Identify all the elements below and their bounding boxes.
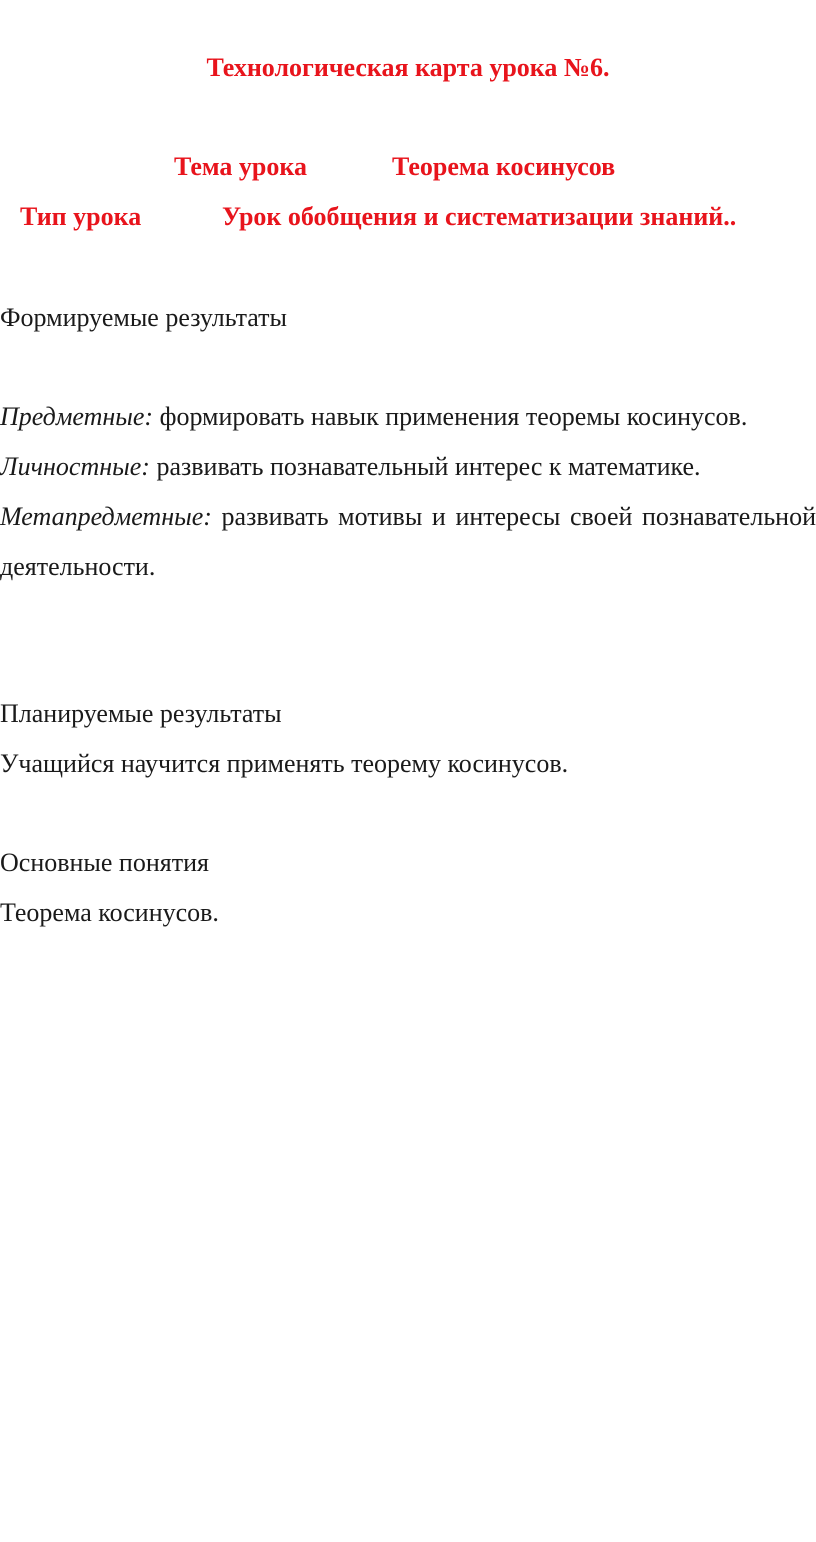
lesson-type-label: Тип урока — [20, 202, 142, 231]
page-title: Технологическая карта урока №6. — [206, 53, 610, 82]
key-concepts-text: Теорема косинусов. — [0, 898, 219, 927]
lesson-type-row — [0, 199, 816, 235]
subject-results-text: формировать навык применения теоремы косинусов. — [159, 402, 748, 431]
planned-results-heading: Планируемые результаты — [0, 699, 282, 728]
subject-results — [0, 392, 816, 442]
metasubject-results — [0, 492, 816, 592]
lesson-topic-row — [0, 149, 816, 185]
personal-results-label: Личностные: — [0, 452, 150, 481]
lesson-type-value: Урок обобщения и систематизации знаний.. — [222, 202, 737, 231]
lesson-topic-label: Тема урока — [174, 152, 307, 181]
personal-results-text: развивать познавательный интерес к математике. — [156, 452, 701, 481]
formed-results-block — [0, 392, 816, 592]
planned-results-text: Учащийся научится применять теорему косинусов. — [0, 749, 569, 778]
personal-results — [0, 442, 816, 492]
metasubject-results-label: Метапредметные: — [0, 502, 212, 531]
subject-results-label: Предметные: — [0, 402, 154, 431]
formed-results-heading: Формируемые результаты — [0, 303, 287, 332]
lesson-topic-value: Теорема косинусов — [392, 152, 616, 181]
metasubject-results-text: развивать мотивы и интересы своей познавательной деятельности. — [0, 502, 816, 581]
key-concepts-heading: Основные понятия — [0, 848, 209, 877]
